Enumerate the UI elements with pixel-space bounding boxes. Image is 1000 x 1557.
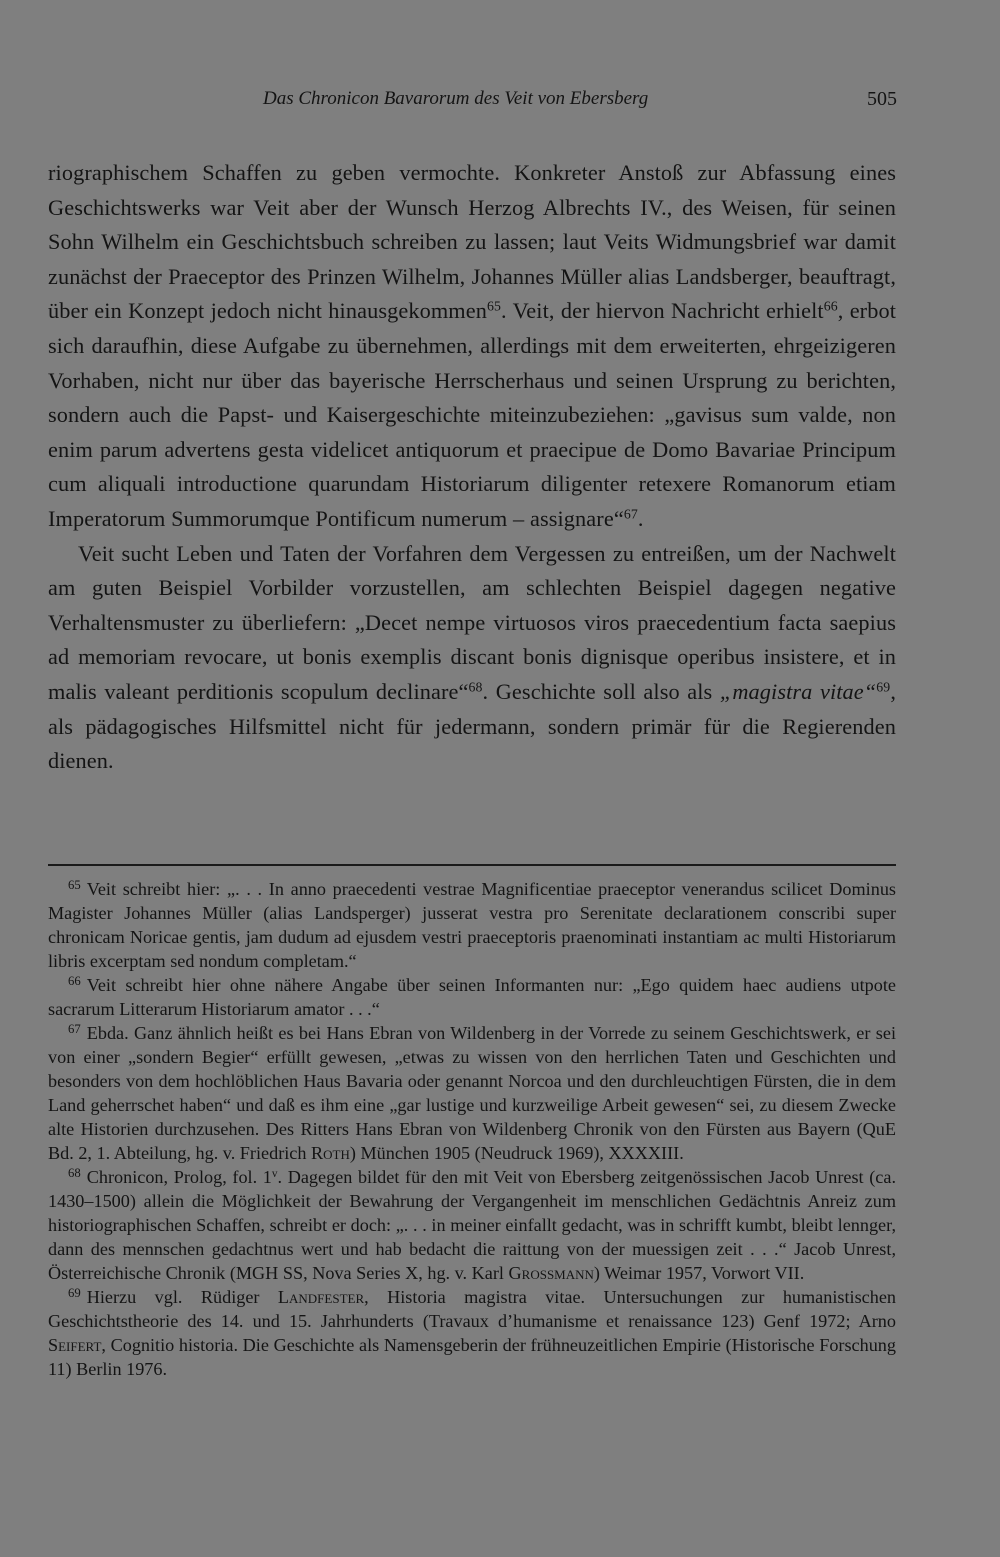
text-run: . [637, 505, 644, 531]
author-name: Seifert [48, 1335, 102, 1355]
footnote-68 [48, 1165, 896, 1285]
footnote-text: ) München 1905 (Neudruck 1969), XXXXIII. [349, 1143, 684, 1163]
footnote-text: Chronicon, Prolog, fol. 1 [86, 1167, 272, 1187]
footnote-ref-67: 67 [623, 506, 638, 522]
footnote-text: , Historia magistra vitae. Untersuchungen zur humanistischen Geschichtstheorie des 14. und 15. Jahrhunderts (Travaux d’humanisme et renaissance 123) Genf 1972; Arno [48, 1287, 896, 1331]
footnote-69 [48, 1285, 896, 1381]
folio-verso: v [271, 1167, 278, 1180]
page-header [48, 88, 897, 118]
footnote-text: Veit schreibt hier: „. . . In anno praecedenti vestrae Magnificentiae praeceptor venerandus scilicet Dominus Magister Johannes Müller (alias Landsperger) jusserat vestra pro Serenitate declarationem conscribi super chronicam Noricae gentis, jam dudum ad ejusdem vestri praeceptoris praenominati instantiam ac multi Historiarum libris excerptam sed nondum completam.“ [48, 879, 896, 971]
footnote-text: . Dagegen bildet für den mit Veit von Ebersberg zeitgenössischen Jacob Unrest (ca. 1430–1500) allein die Möglichkeit der Bewahrung der Vergangenheit im menschlichen Gedächtnis Anreiz zum historiographischen Schaffen, schreibt er doch: „. . . in meiner einfallt gedacht, was in schrifft kumbt, bleibt lennger, dann des mennschen gedachtnus wert und hab bedacht die raittung von der muessigen zeit . . .“ Jacob Unrest, Österreichische Chronik (MGH SS, Nova Series X, hg. v. Karl [48, 1167, 896, 1283]
paragraph-1 [48, 156, 896, 537]
footnote-text: , Cognitio historia. Die Geschichte als Namensgeberin der frühneuzeitlichen Empirie (Historische Forschung 11) Berlin 1976. [48, 1335, 896, 1379]
footnote-ref-69: 69 [876, 679, 891, 695]
text-run: . Veit, der hiervon Nachricht erhielt [501, 298, 824, 324]
running-title: Das Chronicon Bavarorum des Veit von Ebersberg [263, 88, 649, 109]
text-run: , erbot sich daraufhin, diese Aufgabe zu übernehmen, allerdings mit dem erweiterten, ehrgeizigeren Vorhaben, nicht nur über das bayerische Herrscherhaus und seinen Ursprung zu berichten, sondern auch die Papst- und Kaisergeschichte miteinzubeziehen: „gavisus sum valde, non enim parum advertens gesta videlicet antiquorum et praecipue de Domo Bavariae Principum cum aliquali introductione quarundam Historiarum diligenter retexere Romanorum etiam Imperatorum Summorumque Pontificum numerum – assignare“ [48, 298, 897, 531]
footnote-separator [48, 864, 896, 866]
footnote-number: 67 [68, 1021, 81, 1036]
paragraph-2 [48, 537, 896, 779]
text-run: . Geschichte soll also als [482, 678, 720, 704]
footnote-text: ) Weimar 1957, Vorwort VII. [593, 1263, 805, 1283]
text-run: riographischem Schaffen zu geben vermochte. Konkreter Anstoß zur Abfassung eines Geschichtswerks war Veit aber der Wunsch Herzog Albrechts IV., des Weisen, für seinen Sohn Wilhelm ein Geschichtsbuch schreiben zu lassen; laut Veits Widmungsbrief war damit zunächst der Praeceptor des Prinzen Wilhelm, Johannes Müller alias Landsberger, beauftragt, über ein Konzept jedoch nicht hinausgekommen [48, 160, 896, 324]
text-run: Veit sucht Leben und Taten der Vorfahren dem Vergessen zu entreißen, um der Nachwelt am guten Beispiel Vorbilder vorzustellen, am schlechten Beispiel dagegen negative Verhaltensmuster zu überliefern: „Decet nempe virtuosos viros praecedentium facta saepius ad memoriam revocare, ut bonis exemplis discant bonis dignisque operibus insistere, et in malis valeant perditionis scopulum declinare“ [48, 540, 896, 704]
italic-quote: „magistra vitae“ [719, 678, 877, 704]
footnote-ref-65: 65 [487, 298, 502, 314]
footnote-number: 65 [68, 877, 81, 892]
footnote-ref-68: 68 [468, 679, 483, 695]
main-text [48, 156, 896, 779]
author-name: Grossmann [508, 1263, 594, 1283]
footnote-number: 68 [68, 1165, 81, 1180]
footnote-65 [48, 877, 896, 973]
footnote-text: Veit schreibt hier ohne nähere Angabe über seinen Informanten nur: „Ego quidem haec audiens utpote sacrarum Litterarum Historiarum amator . . .“ [48, 975, 896, 1019]
footnote-67 [48, 1021, 896, 1165]
footnote-text: Hierzu vgl. Rüdiger [86, 1287, 278, 1307]
text-run: , als pädagogisches Hilfsmittel nicht für jedermann, sondern primär für die Regierenden dienen. [48, 678, 896, 774]
page-number: 505 [867, 88, 897, 110]
footnote-number: 69 [68, 1285, 81, 1300]
footnote-text: Ebda. Ganz ähnlich heißt es bei Hans Ebran von Wildenberg in der Vorrede zu seinem Geschichtswerk, er sei von einer „sondern Begier“ erfüllt gewesen, „etwas zu wissen von den herrlichen Taten und Geschichten und besonders von dem hochlöblichen Haus Bavaria oder genannt Norcoa und den durchleuchtigen Fürsten, die in dem Land geherrschet haben“ und daß es ihm eine „gar lustige und kurzweilige Arbeit gewesen“ sei, zu diesem Zwecke alte Historien durchzusehen. Des Ritters Hans Ebran von Wildenberg Chronik von den Fürsten aus Bayern (QuE Bd. 2, 1. Abteilung, hg. v. Friedrich [48, 1023, 896, 1163]
footnote-number: 66 [68, 973, 81, 988]
footnote-66 [48, 973, 896, 1021]
author-name: Landfester [277, 1287, 365, 1307]
footnote-ref-66: 66 [823, 298, 838, 314]
author-name: Roth [311, 1143, 350, 1163]
footnotes [48, 877, 896, 1381]
